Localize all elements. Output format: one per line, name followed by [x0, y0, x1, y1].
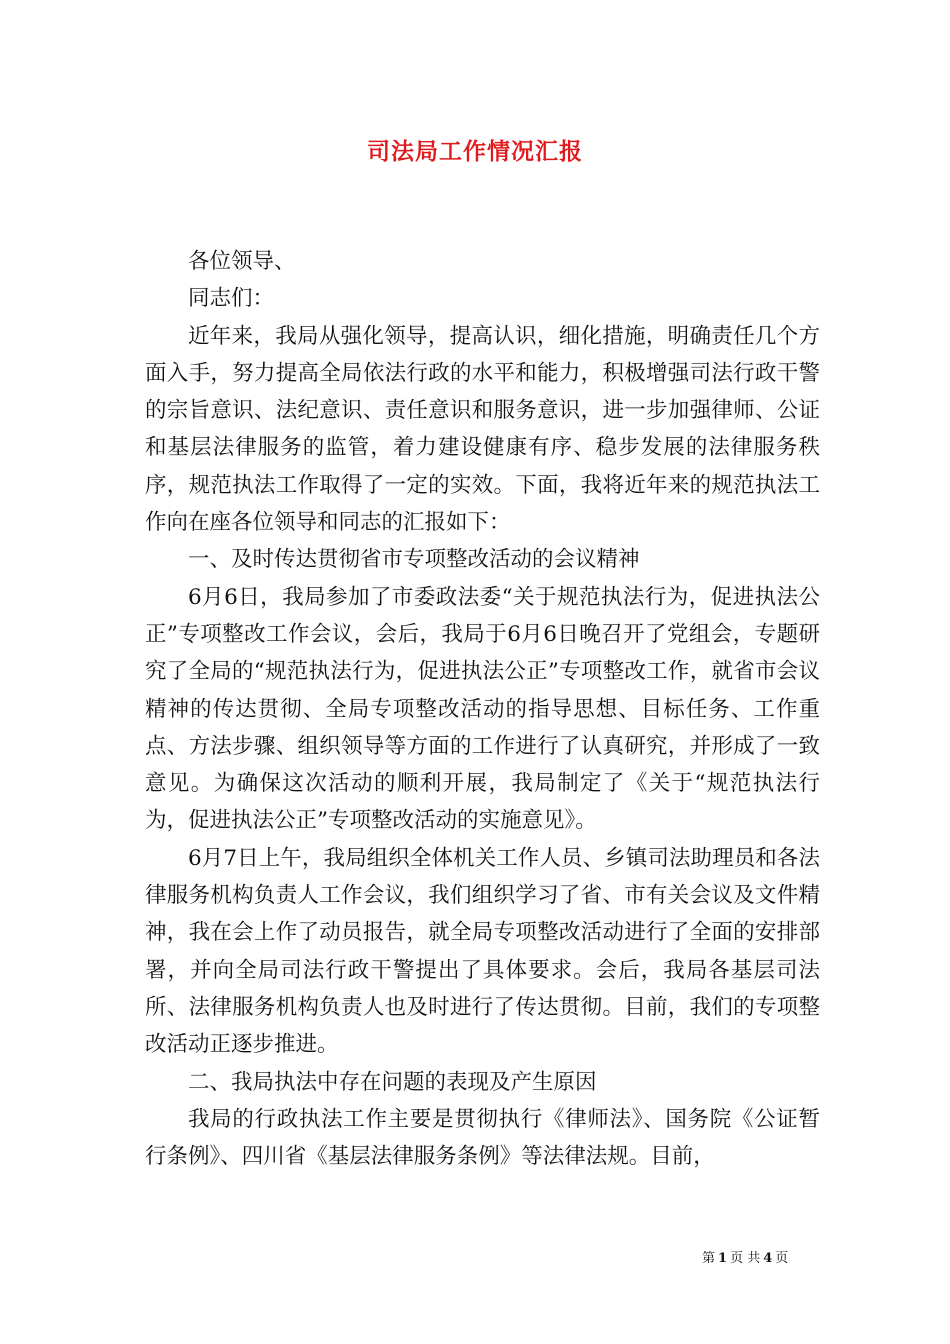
- footer-middle: 页 共: [730, 1251, 761, 1266]
- footer-suffix: 页: [775, 1251, 789, 1266]
- paragraph-june-6: 6月6日，我局参加了市委政法委“关于规范执法行为，促进执法公正”专项整改工作会议，会后，我局于6月6日晚召开了党组会，专题研究了全局的“规范执法行为，促进执法公正”专项整改工作，就省市会议精神的传达贯彻、全局专项整改活动的指导思想、目标任务、工作重点、方法步骤、组织领导等方面的工作进行了认真研究，并形成了一致意见。为确保这次活动的顺利开展，我局制定了《关于“规范执法行为，促进执法公正”专项整改活动的实施意见》。: [145, 584, 820, 834]
- salutation-line-2: 同志们：: [188, 286, 275, 312]
- salutation-line-1: 各位领导、: [188, 249, 296, 274]
- intro-paragraph: 近年来，我局从强化领导，提高认识，细化措施，明确责任几个方面入手，努力提高全局依法行政的水平和能力，积极增强司法行政干警的宗旨意识、法纪意识、责任意识和服务意识，进一步加强律师、公证和基层法律服务的监管，着力建设健康有序、稳步发展的法律服务秩序，规范执法工作取得了一定的实效。下面，我将近年来的规范执法工作向在座各位领导和同志的汇报如下：: [145, 323, 820, 536]
- footer-total-pages: 4: [763, 1251, 773, 1266]
- paragraph-june-7: 6月7日上午，我局组织全体机关工作人员、乡镇司法助理员和各法律服务机构负责人工作会议，我们组织学习了省、市有关会议及文件精神，我在会上作了动员报告，就全局专项整改活动进行了全面的安排部署，并向全局司法行政干警提出了具体要求。会后，我局各基层司法所、法律服务机构负责人也及时进行了传达贯彻。目前，我们的专项整改活动正逐步推进。: [145, 845, 820, 1058]
- section-heading-1: 一、及时传达贯彻省市专项整改活动的会议精神: [188, 547, 640, 573]
- footer-prefix: 第: [702, 1251, 716, 1266]
- footer-page-number: 1: [718, 1251, 728, 1266]
- page-footer: [702, 1247, 788, 1266]
- document-body: [145, 243, 820, 1175]
- paragraph-laws: 我局的行政执法工作主要是贯彻执行《律师法》、国务院《公证暂行条例》、四川省《基层法律服务条例》等法律法规。目前，: [145, 1106, 820, 1170]
- section-heading-2: 二、我局执法中存在问题的表现及产生原因: [188, 1069, 597, 1095]
- document-title: 司法局工作情况汇报: [367, 138, 583, 165]
